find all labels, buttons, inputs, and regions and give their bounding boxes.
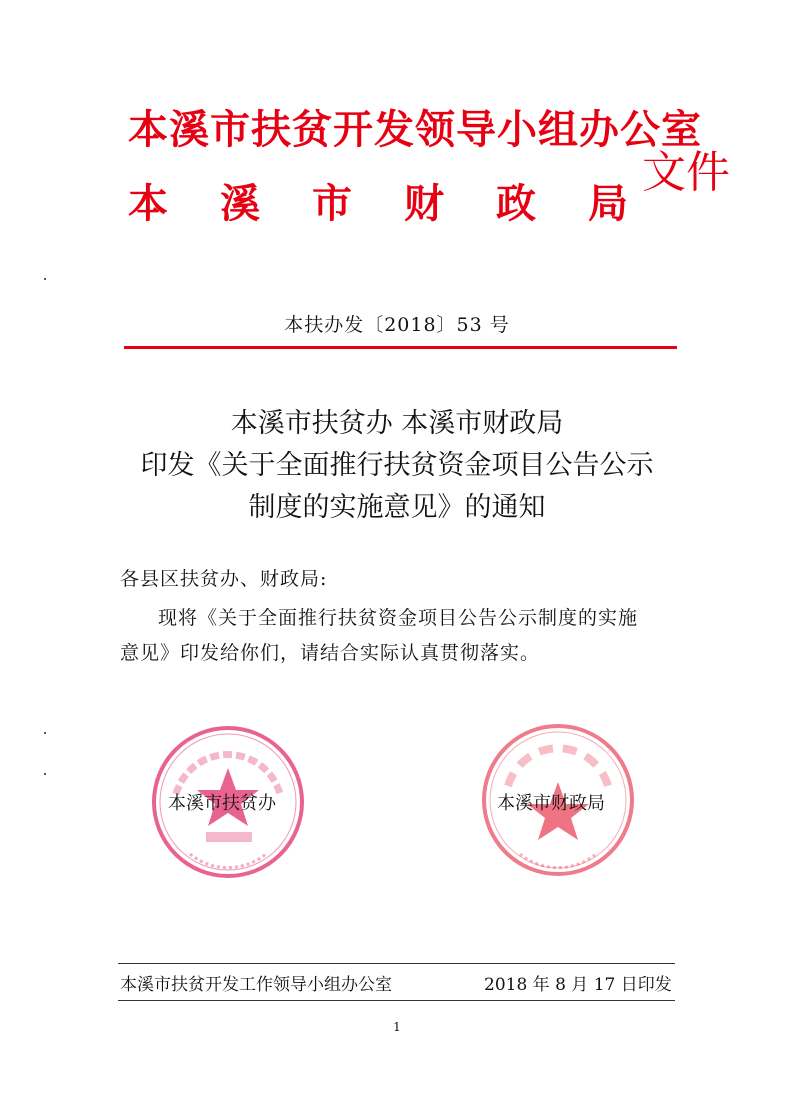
doc-title-line2: 印发《关于全面推行扶贫资金项目公告公示 [140,450,654,481]
footer-bottom-line [118,1000,675,1001]
org-line2-char: 政 [496,181,536,227]
body-paragraph-line2: 意见》印发给你们，请结合实际认真贯彻落实。 [120,642,541,664]
scan-mark [44,773,46,775]
left-seal-label: 本溪市扶贫办 [168,793,276,814]
scan-mark [44,278,46,280]
org-line2-char: 溪 [220,181,260,227]
red-separator-line [124,346,677,349]
org-line2-char: 局 [588,181,628,227]
right-seal-label: 本溪市财政局 [497,793,605,814]
doc-number: 本扶办发〔2018〕53 号 [284,314,510,336]
doc-title-line1: 本溪市扶贫办 本溪市财政局 [230,408,564,439]
org-line2-char: 本 [128,181,168,227]
footer-issuer: 本溪市扶贫开发工作领导小组办公室 [120,975,392,995]
body-paragraph-line1: 现将《关于全面推行扶贫资金项目公告公示制度的实施 [158,607,639,629]
scan-mark [44,732,46,734]
doc-type-label: 文件 [642,147,730,198]
issuing-org-line1: 本溪市扶贫开发领导小组办公室 [128,107,702,153]
footer-issue-date: 2018 年 8 月 17 日印发 [484,975,672,995]
page-number: 1 [393,1020,401,1034]
org-line2-char: 财 [404,181,444,227]
org-line2-char: 市 [312,181,352,227]
issuing-org-line2 [128,172,628,229]
footer-top-line [118,963,675,964]
doc-title-line3: 制度的实施意见》的通知 [248,492,546,523]
salutation: 各县区扶贫办、财政局: [120,568,328,590]
